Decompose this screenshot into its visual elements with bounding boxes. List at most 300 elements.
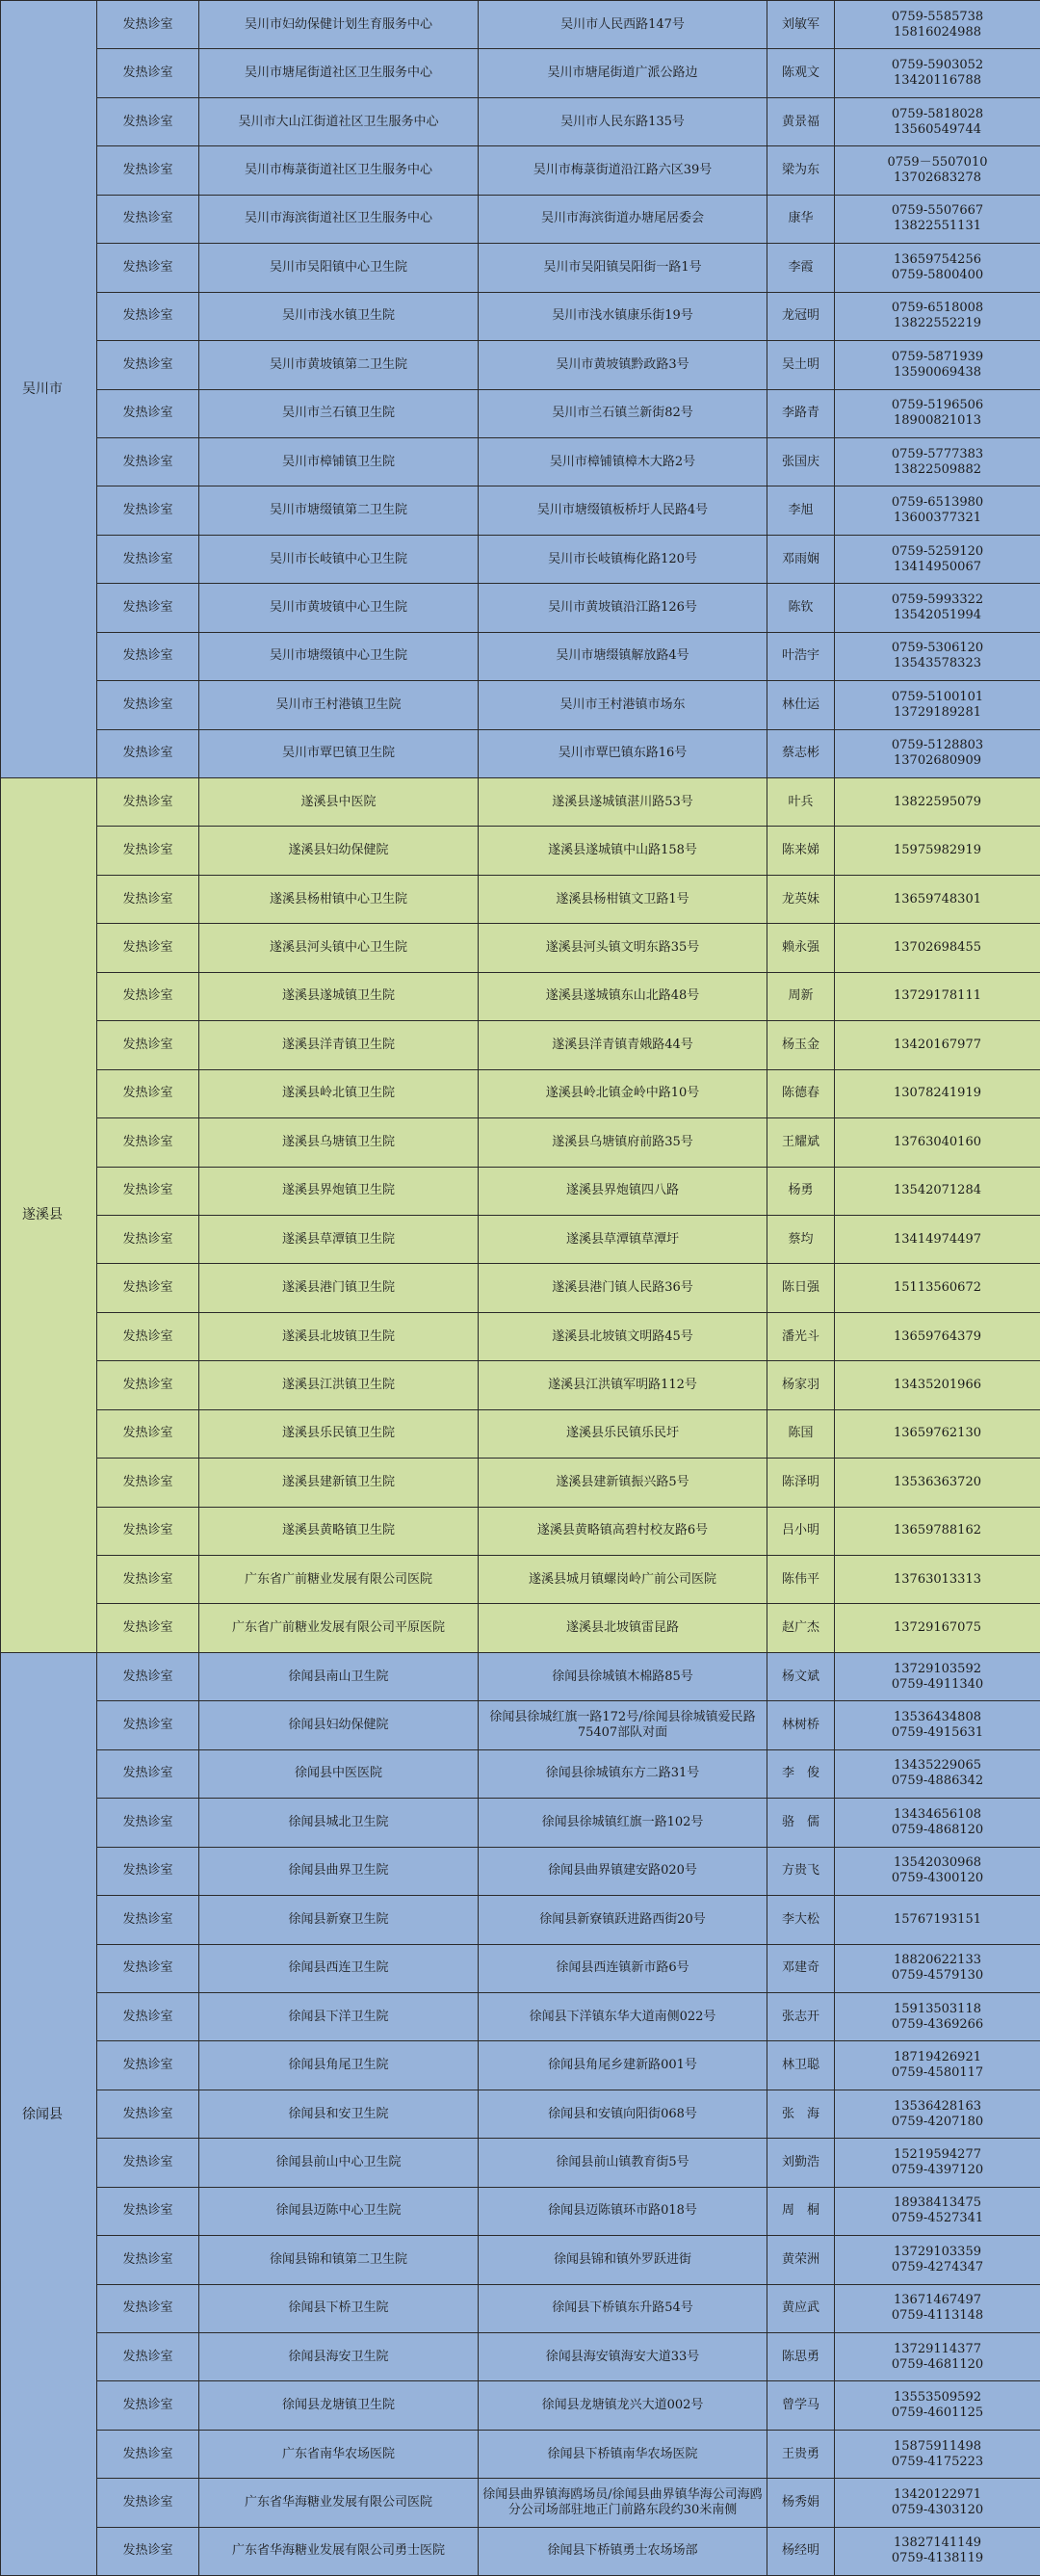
phone-cell: 18820622133 0759-4579130	[835, 1944, 1040, 1992]
hospital-name-cell: 徐闻县下洋卫生院	[199, 1992, 479, 2040]
hospital-name-cell: 吴川市海滨街道社区卫生服务中心	[199, 195, 479, 243]
phone-cell: 0759-5196506 18900821013	[835, 389, 1040, 437]
hospital-name-cell: 吴川市樟铺镇卫生院	[199, 437, 479, 486]
phone-cell: 13434656108 0759-4868120	[835, 1799, 1040, 1847]
phone-cell: 0759-5777383 13822509882	[835, 437, 1040, 486]
address-cell: 徐闻县曲界镇海鸥场员/徐闻县曲界镇华海公司海鸥分公司场部驻地正门前路东段约30米南侧	[479, 2479, 767, 2527]
address-cell: 遂溪县建新镇振兴路5号	[479, 1459, 767, 1507]
table-row	[1, 1069, 1040, 1117]
city-cell: 吴川市	[1, 1, 97, 778]
department-cell: 发热诊室	[97, 2041, 199, 2090]
contact-person-cell: 龙冠明	[767, 292, 835, 340]
contact-person-cell: 陈伟平	[767, 1556, 835, 1604]
table-row	[1, 1167, 1040, 1215]
address-cell: 吴川市海滨街道办塘尾居委会	[479, 195, 767, 243]
contact-person-cell: 林树桥	[767, 1701, 835, 1749]
department-cell: 发热诊室	[97, 1847, 199, 1895]
phone-cell: 13420167977	[835, 1021, 1040, 1069]
address-cell: 遂溪县界炮镇四八路	[479, 1167, 767, 1215]
hospital-name-cell: 吴川市王村港镇卫生院	[199, 681, 479, 729]
address-cell: 遂溪县杨柑镇文卫路1号	[479, 875, 767, 923]
table-row	[1, 1, 1040, 49]
hospital-name-cell: 广东省华海糖业发展有限公司医院	[199, 2479, 479, 2527]
phone-cell: 13822595079	[835, 778, 1040, 827]
contact-person-cell: 邓建奇	[767, 1944, 835, 1992]
department-cell: 发热诊室	[97, 2381, 199, 2430]
hospital-name-cell: 徐闻县城北卫生院	[199, 1799, 479, 1847]
city-cell: 遂溪县	[1, 778, 97, 1653]
address-cell: 徐闻县下桥镇勇士农场场部	[479, 2527, 767, 2575]
hospital-name-cell: 遂溪县杨柑镇中心卫生院	[199, 875, 479, 923]
hospital-name-cell: 徐闻县海安卫生院	[199, 2333, 479, 2381]
phone-cell: 13729178111	[835, 972, 1040, 1020]
contact-person-cell: 杨经明	[767, 2527, 835, 2575]
hospital-name-cell: 吴川市大山江街道社区卫生服务中心	[199, 97, 479, 145]
phone-cell: 13729103359 0759-4274347	[835, 2236, 1040, 2284]
address-cell: 遂溪县乌塘镇府前路35号	[479, 1118, 767, 1167]
phone-cell: 0759-5507667 13822551131	[835, 195, 1040, 243]
contact-person-cell: 吴土明	[767, 341, 835, 389]
table-row	[1, 1264, 1040, 1312]
table-row	[1, 341, 1040, 389]
address-cell: 徐闻县徐城镇东方二路31号	[479, 1749, 767, 1798]
department-cell: 发热诊室	[97, 632, 199, 680]
hospital-name-cell: 吴川市塘尾街道社区卫生服务中心	[199, 49, 479, 97]
department-cell: 发热诊室	[97, 2236, 199, 2284]
contact-person-cell: 林仕运	[767, 681, 835, 729]
department-cell: 发热诊室	[97, 1944, 199, 1992]
hospital-name-cell: 遂溪县岭北镇卫生院	[199, 1069, 479, 1117]
address-cell: 吴川市覃巴镇东路16号	[479, 729, 767, 777]
address-cell: 遂溪县河头镇文明东路35号	[479, 924, 767, 972]
hospital-name-cell: 广东省广前糖业发展有限公司平原医院	[199, 1604, 479, 1652]
hospital-name-cell: 吴川市覃巴镇卫生院	[199, 729, 479, 777]
table-row	[1, 2527, 1040, 2575]
address-cell: 徐闻县下桥镇南华农场医院	[479, 2430, 767, 2478]
address-cell: 徐闻县西连镇新市路6号	[479, 1944, 767, 1992]
phone-cell: 13536428163 0759-4207180	[835, 2090, 1040, 2138]
contact-person-cell: 曾学马	[767, 2381, 835, 2430]
hospital-name-cell: 吴川市黄坡镇第二卫生院	[199, 341, 479, 389]
table-row	[1, 1896, 1040, 1944]
department-cell: 发热诊室	[97, 827, 199, 875]
hospital-name-cell: 广东省南华农场医院	[199, 2430, 479, 2478]
phone-cell: 0759-5993322 13542051994	[835, 584, 1040, 632]
department-cell: 发热诊室	[97, 681, 199, 729]
department-cell: 发热诊室	[97, 2527, 199, 2575]
contact-person-cell: 张 海	[767, 2090, 835, 2138]
contact-person-cell: 王耀斌	[767, 1118, 835, 1167]
department-cell: 发热诊室	[97, 729, 199, 777]
department-cell: 发热诊室	[97, 2139, 199, 2187]
table-row	[1, 1847, 1040, 1895]
table-row	[1, 1701, 1040, 1749]
contact-person-cell: 张国庆	[767, 437, 835, 486]
address-cell: 吴川市黄坡镇沿江路126号	[479, 584, 767, 632]
phone-cell: 15113560672	[835, 1264, 1040, 1312]
department-cell: 发热诊室	[97, 1604, 199, 1652]
hospital-name-cell: 遂溪县河头镇中心卫生院	[199, 924, 479, 972]
phone-cell: 13435201966	[835, 1361, 1040, 1409]
hospital-name-cell: 遂溪县妇幼保健院	[199, 827, 479, 875]
phone-cell: 13659748301	[835, 875, 1040, 923]
department-cell: 发热诊室	[97, 1701, 199, 1749]
department-cell: 发热诊室	[97, 486, 199, 535]
contact-person-cell: 蔡志彬	[767, 729, 835, 777]
phone-cell: 13671467497 0759-4113148	[835, 2284, 1040, 2332]
hospital-name-cell: 吴川市吴阳镇中心卫生院	[199, 244, 479, 292]
address-cell: 吴川市兰石镇兰新街82号	[479, 389, 767, 437]
department-cell: 发热诊室	[97, 1167, 199, 1215]
department-cell: 发热诊室	[97, 1409, 199, 1458]
phone-cell: 13542030968 0759-4300120	[835, 1847, 1040, 1895]
address-cell: 吴川市吴阳镇吴阳街一路1号	[479, 244, 767, 292]
address-cell: 吴川市黄坡镇黔政路3号	[479, 341, 767, 389]
contact-person-cell: 杨文斌	[767, 1652, 835, 1700]
table-row	[1, 2090, 1040, 2138]
department-cell: 发热诊室	[97, 1896, 199, 1944]
department-cell: 发热诊室	[97, 389, 199, 437]
table-row	[1, 1215, 1040, 1263]
department-cell: 发热诊室	[97, 2430, 199, 2478]
address-cell: 徐闻县龙塘镇龙兴大道002号	[479, 2381, 767, 2430]
contact-person-cell: 叶浩宇	[767, 632, 835, 680]
hospital-name-cell: 广东省广前糖业发展有限公司医院	[199, 1556, 479, 1604]
contact-person-cell: 王贵勇	[767, 2430, 835, 2478]
address-cell: 吴川市人民西路147号	[479, 1, 767, 49]
phone-cell: 0759－5507010 13702683278	[835, 146, 1040, 195]
address-cell: 徐闻县海安镇海安大道33号	[479, 2333, 767, 2381]
department-cell: 发热诊室	[97, 1264, 199, 1312]
address-cell: 徐闻县曲界镇建安路020号	[479, 1847, 767, 1895]
phone-cell: 13553509592 0759-4601125	[835, 2381, 1040, 2430]
contact-person-cell: 陈泽明	[767, 1459, 835, 1507]
hospital-name-cell: 吴川市浅水镇卫生院	[199, 292, 479, 340]
contact-person-cell: 龙英妹	[767, 875, 835, 923]
contact-person-cell: 叶兵	[767, 778, 835, 827]
contact-person-cell: 李 俊	[767, 1749, 835, 1798]
hospital-name-cell: 徐闻县妇幼保健院	[199, 1701, 479, 1749]
hospital-name-cell: 徐闻县锦和镇第二卫生院	[199, 2236, 479, 2284]
phone-cell: 13414974497	[835, 1215, 1040, 1263]
table-row	[1, 195, 1040, 243]
contact-person-cell: 黄景福	[767, 97, 835, 145]
table-row	[1, 729, 1040, 777]
table-row	[1, 1749, 1040, 1798]
hospital-name-cell: 徐闻县前山中心卫生院	[199, 2139, 479, 2187]
table-row	[1, 97, 1040, 145]
phone-cell: 13763013313	[835, 1556, 1040, 1604]
address-cell: 遂溪县北坡镇文明路45号	[479, 1312, 767, 1360]
address-cell: 遂溪县草潭镇草潭圩	[479, 1215, 767, 1263]
table-row	[1, 1507, 1040, 1555]
department-cell: 发热诊室	[97, 1459, 199, 1507]
contact-person-cell: 林卫聪	[767, 2041, 835, 2090]
address-cell: 遂溪县遂城镇东山北路48号	[479, 972, 767, 1020]
department-cell: 发热诊室	[97, 437, 199, 486]
department-cell: 发热诊室	[97, 778, 199, 827]
table-row	[1, 2430, 1040, 2478]
table-row	[1, 681, 1040, 729]
department-cell: 发热诊室	[97, 244, 199, 292]
table-row	[1, 2041, 1040, 2090]
contact-person-cell: 周新	[767, 972, 835, 1020]
phone-cell: 15975982919	[835, 827, 1040, 875]
address-cell: 吴川市樟铺镇樟木大路2号	[479, 437, 767, 486]
table-row	[1, 1118, 1040, 1167]
address-cell: 徐闻县徐城镇木棉路85号	[479, 1652, 767, 1700]
phone-cell: 13078241919	[835, 1069, 1040, 1117]
phone-cell: 0759-5818028 13560549744	[835, 97, 1040, 145]
phone-cell: 13659764379	[835, 1312, 1040, 1360]
phone-cell: 15875911498 0759-4175223	[835, 2430, 1040, 2478]
department-cell: 发热诊室	[97, 341, 199, 389]
phone-cell: 13702698455	[835, 924, 1040, 972]
contact-person-cell: 陈来娣	[767, 827, 835, 875]
phone-cell: 15219594277 0759-4397120	[835, 2139, 1040, 2187]
table-body	[1, 1, 1040, 2576]
hospital-name-cell: 广东省华海糖业发展有限公司勇士医院	[199, 2527, 479, 2575]
phone-cell: 13435229065 0759-4886342	[835, 1749, 1040, 1798]
address-cell: 徐闻县徐城镇红旗一路102号	[479, 1799, 767, 1847]
contact-person-cell: 张志开	[767, 1992, 835, 2040]
contact-person-cell: 康华	[767, 195, 835, 243]
table-row	[1, 1361, 1040, 1409]
table-row	[1, 2236, 1040, 2284]
address-cell: 吴川市塘尾街道广派公路边	[479, 49, 767, 97]
department-cell: 发热诊室	[97, 2090, 199, 2138]
phone-cell: 13542071284	[835, 1167, 1040, 1215]
department-cell: 发热诊室	[97, 1507, 199, 1555]
contact-person-cell: 蔡均	[767, 1215, 835, 1263]
hospital-name-cell: 徐闻县曲界卫生院	[199, 1847, 479, 1895]
address-cell: 吴川市人民东路135号	[479, 97, 767, 145]
department-cell: 发热诊室	[97, 1, 199, 49]
table-row	[1, 2381, 1040, 2430]
phone-cell: 13729114377 0759-4681120	[835, 2333, 1040, 2381]
address-cell: 吴川市塘缀镇解放路4号	[479, 632, 767, 680]
table-row	[1, 437, 1040, 486]
address-cell: 遂溪县岭北镇金岭中路10号	[479, 1069, 767, 1117]
department-cell: 发热诊室	[97, 49, 199, 97]
hospital-name-cell: 遂溪县洋青镇卫生院	[199, 1021, 479, 1069]
phone-cell: 13827141149 0759-4138119	[835, 2527, 1040, 2575]
hospital-name-cell: 遂溪县乌塘镇卫生院	[199, 1118, 479, 1167]
hospital-name-cell: 遂溪县草潭镇卫生院	[199, 1215, 479, 1263]
address-cell: 遂溪县乐民镇乐民圩	[479, 1409, 767, 1458]
department-cell: 发热诊室	[97, 1361, 199, 1409]
contact-person-cell: 陈思勇	[767, 2333, 835, 2381]
table-row	[1, 1604, 1040, 1652]
contact-person-cell: 骆 儒	[767, 1799, 835, 1847]
department-cell: 发热诊室	[97, 584, 199, 632]
department-cell: 发热诊室	[97, 1799, 199, 1847]
contact-person-cell: 杨秀娟	[767, 2479, 835, 2527]
table-row	[1, 1652, 1040, 1700]
table-row	[1, 924, 1040, 972]
phone-cell: 0759-5100101 13729189281	[835, 681, 1040, 729]
department-cell: 发热诊室	[97, 1215, 199, 1263]
contact-person-cell: 梁为东	[767, 146, 835, 195]
contact-person-cell: 方贵飞	[767, 1847, 835, 1895]
address-cell: 徐闻县迈陈镇环市路018号	[479, 2187, 767, 2235]
address-cell: 徐闻县新寮镇跃进路西街20号	[479, 1896, 767, 1944]
hospital-name-cell: 吴川市兰石镇卫生院	[199, 389, 479, 437]
table-row	[1, 632, 1040, 680]
hospital-name-cell: 遂溪县乐民镇卫生院	[199, 1409, 479, 1458]
hospital-name-cell: 吴川市长岐镇中心卫生院	[199, 535, 479, 583]
contact-person-cell: 李路青	[767, 389, 835, 437]
contact-person-cell: 李霞	[767, 244, 835, 292]
hospital-name-cell: 吴川市妇幼保健计划生育服务中心	[199, 1, 479, 49]
address-cell: 徐闻县锦和镇外罗跃进街	[479, 2236, 767, 2284]
contact-person-cell: 陈德春	[767, 1069, 835, 1117]
table-row	[1, 486, 1040, 535]
hospital-name-cell: 遂溪县中医院	[199, 778, 479, 827]
contact-person-cell: 杨玉金	[767, 1021, 835, 1069]
phone-cell: 13659788162	[835, 1507, 1040, 1555]
table-row	[1, 1312, 1040, 1360]
table-row	[1, 1992, 1040, 2040]
hospital-name-cell: 徐闻县西连卫生院	[199, 1944, 479, 1992]
contact-person-cell: 赖永强	[767, 924, 835, 972]
department-cell: 发热诊室	[97, 292, 199, 340]
department-cell: 发热诊室	[97, 1749, 199, 1798]
address-cell: 徐闻县徐城红旗一路172号/徐闻县徐城镇爱民路75407部队对面	[479, 1701, 767, 1749]
contact-person-cell: 黄荣洲	[767, 2236, 835, 2284]
department-cell: 发热诊室	[97, 972, 199, 1020]
contact-person-cell: 邓雨娴	[767, 535, 835, 583]
contact-person-cell: 刘勤浩	[767, 2139, 835, 2187]
department-cell: 发热诊室	[97, 924, 199, 972]
hospital-name-cell: 遂溪县北坡镇卫生院	[199, 1312, 479, 1360]
contact-person-cell: 刘敏军	[767, 1, 835, 49]
contact-person-cell: 赵广杰	[767, 1604, 835, 1652]
table-row	[1, 2187, 1040, 2235]
contact-person-cell: 周 桐	[767, 2187, 835, 2235]
contact-person-cell: 潘光斗	[767, 1312, 835, 1360]
address-cell: 遂溪县遂城镇中山路158号	[479, 827, 767, 875]
contact-person-cell: 黄应武	[767, 2284, 835, 2332]
table-row	[1, 1021, 1040, 1069]
table-row	[1, 1799, 1040, 1847]
department-cell: 发热诊室	[97, 1069, 199, 1117]
table-row	[1, 2139, 1040, 2187]
address-cell: 遂溪县江洪镇军明路112号	[479, 1361, 767, 1409]
contact-person-cell: 陈国	[767, 1409, 835, 1458]
phone-cell: 13763040160	[835, 1118, 1040, 1167]
address-cell: 吴川市长岐镇梅化路120号	[479, 535, 767, 583]
department-cell: 发热诊室	[97, 2187, 199, 2235]
address-cell: 遂溪县城月镇螺岗岭广前公司医院	[479, 1556, 767, 1604]
phone-cell: 15913503118 0759-4369266	[835, 1992, 1040, 2040]
hospital-name-cell: 遂溪县界炮镇卫生院	[199, 1167, 479, 1215]
phone-cell: 13729167075	[835, 1604, 1040, 1652]
department-cell: 发热诊室	[97, 535, 199, 583]
table-row	[1, 49, 1040, 97]
department-cell: 发热诊室	[97, 1652, 199, 1700]
phone-cell: 13659762130	[835, 1409, 1040, 1458]
address-cell: 遂溪县港门镇人民路36号	[479, 1264, 767, 1312]
department-cell: 发热诊室	[97, 195, 199, 243]
contact-person-cell: 陈钦	[767, 584, 835, 632]
department-cell: 发热诊室	[97, 875, 199, 923]
address-cell: 吴川市梅菉街道沿江路六区39号	[479, 146, 767, 195]
hospital-name-cell: 吴川市黄坡镇中心卫生院	[199, 584, 479, 632]
phone-cell: 0759-5306120 13543578323	[835, 632, 1040, 680]
contact-person-cell: 陈观文	[767, 49, 835, 97]
address-cell: 徐闻县前山镇教育街5号	[479, 2139, 767, 2187]
table-row	[1, 778, 1040, 827]
table-row	[1, 1944, 1040, 1992]
phone-cell: 13659754256 0759-5800400	[835, 244, 1040, 292]
phone-cell: 13729103592 0759-4911340	[835, 1652, 1040, 1700]
hospital-name-cell: 吴川市塘缀镇第二卫生院	[199, 486, 479, 535]
table-row	[1, 389, 1040, 437]
phone-cell: 0759-6518008 13822552219	[835, 292, 1040, 340]
phone-cell: 0759-5259120 13414950067	[835, 535, 1040, 583]
address-cell: 遂溪县遂城镇湛川路53号	[479, 778, 767, 827]
hospital-name-cell: 徐闻县中医医院	[199, 1749, 479, 1798]
phone-cell: 0759-6513980 13600377321	[835, 486, 1040, 535]
hospital-name-cell: 徐闻县下桥卫生院	[199, 2284, 479, 2332]
phone-cell: 13420122971 0759-4303120	[835, 2479, 1040, 2527]
contact-person-cell: 杨家羽	[767, 1361, 835, 1409]
department-cell: 发热诊室	[97, 146, 199, 195]
address-cell: 遂溪县洋青镇青娥路44号	[479, 1021, 767, 1069]
phone-cell: 13536363720	[835, 1459, 1040, 1507]
hospital-name-cell: 吴川市梅菉街道社区卫生服务中心	[199, 146, 479, 195]
address-cell: 遂溪县北坡镇雷昆路	[479, 1604, 767, 1652]
hospital-name-cell: 遂溪县港门镇卫生院	[199, 1264, 479, 1312]
department-cell: 发热诊室	[97, 1312, 199, 1360]
hospital-name-cell: 遂溪县建新镇卫生院	[199, 1459, 479, 1507]
hospital-name-cell: 徐闻县角尾卫生院	[199, 2041, 479, 2090]
table-row	[1, 2479, 1040, 2527]
table-row	[1, 2333, 1040, 2381]
hospital-name-cell: 徐闻县和安卫生院	[199, 2090, 479, 2138]
hospital-name-cell: 徐闻县南山卫生院	[199, 1652, 479, 1700]
address-cell: 徐闻县下洋镇东华大道南侧022号	[479, 1992, 767, 2040]
contact-person-cell: 李旭	[767, 486, 835, 535]
department-cell: 发热诊室	[97, 2333, 199, 2381]
department-cell: 发热诊室	[97, 97, 199, 145]
table-row	[1, 292, 1040, 340]
table-row	[1, 1409, 1040, 1458]
department-cell: 发热诊室	[97, 1021, 199, 1069]
address-cell: 遂溪县黄略镇高碧村校友路6号	[479, 1507, 767, 1555]
hospital-name-cell: 徐闻县龙塘镇卫生院	[199, 2381, 479, 2430]
contact-person-cell: 吕小明	[767, 1507, 835, 1555]
table-row	[1, 972, 1040, 1020]
address-cell: 吴川市王村港镇市场东	[479, 681, 767, 729]
contact-person-cell: 陈日强	[767, 1264, 835, 1312]
table-row	[1, 244, 1040, 292]
address-cell: 徐闻县下桥镇东升路54号	[479, 2284, 767, 2332]
address-cell: 吴川市浅水镇康乐街19号	[479, 292, 767, 340]
hospital-name-cell: 徐闻县迈陈中心卫生院	[199, 2187, 479, 2235]
contact-person-cell: 杨勇	[767, 1167, 835, 1215]
table-row	[1, 827, 1040, 875]
phone-cell: 0759-5128803 13702680909	[835, 729, 1040, 777]
hospital-name-cell: 徐闻县新寮卫生院	[199, 1896, 479, 1944]
department-cell: 发热诊室	[97, 2479, 199, 2527]
table-row	[1, 875, 1040, 923]
address-cell: 吴川市塘缀镇板桥圩人民路4号	[479, 486, 767, 535]
table-row	[1, 584, 1040, 632]
table-row	[1, 535, 1040, 583]
hospital-name-cell: 吴川市塘缀镇中心卫生院	[199, 632, 479, 680]
